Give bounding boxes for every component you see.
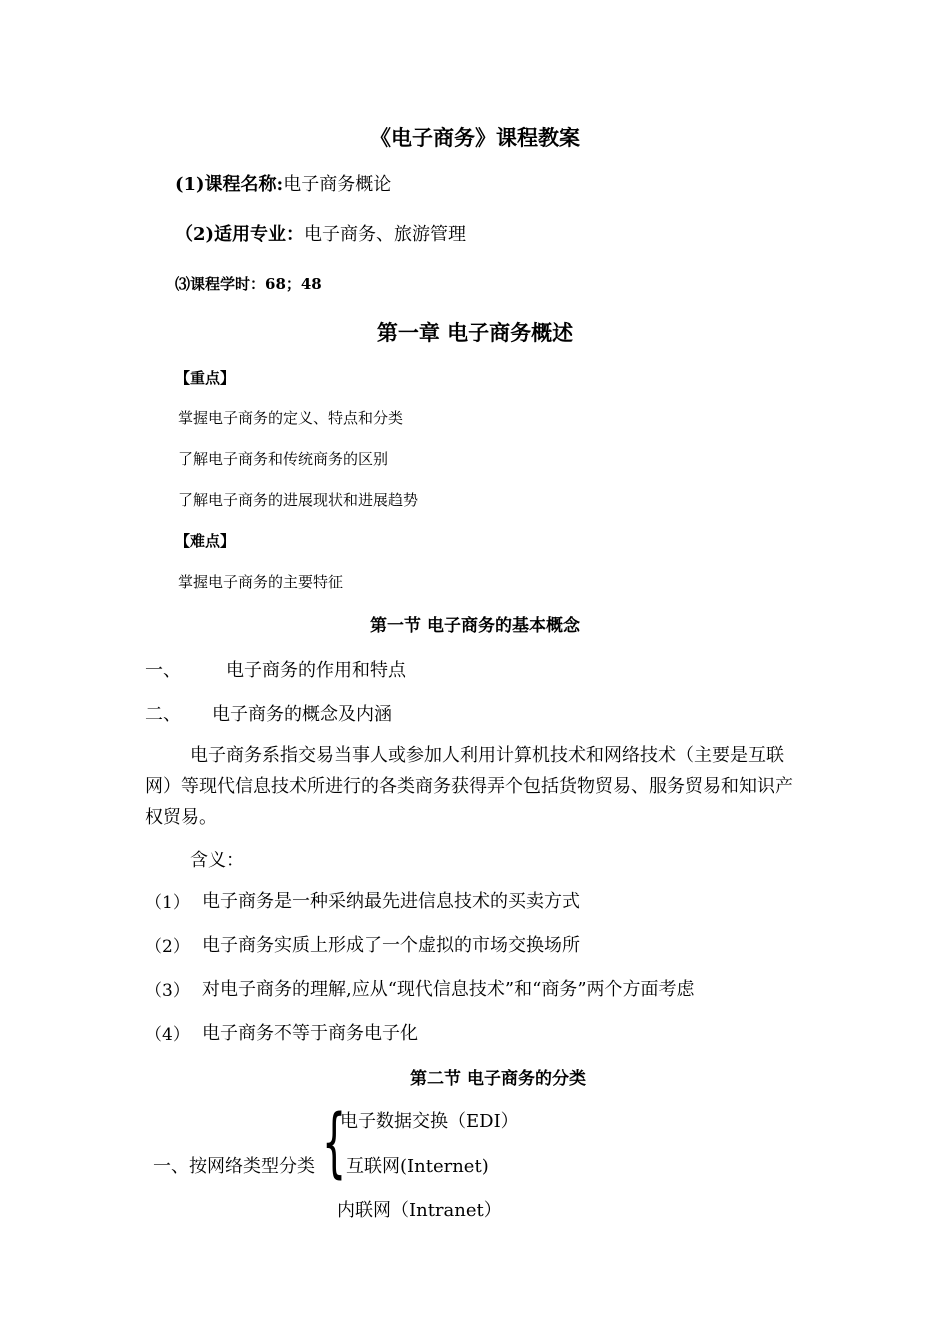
meaning-num: （1） [145,893,190,913]
major-line [175,220,466,246]
meaning-text: 电子商务实质上形成了一个虚拟的市场交换场所 [202,935,580,956]
course-name-line [175,170,391,196]
difficult-point-item: 掌握电子商务的主要特征 [178,573,344,591]
meaning-num: （2） [145,937,190,957]
key-points-heading: 【重点】 [175,369,236,387]
meaning-text: 电子商务是一种采纳最先进信息技术的买卖方式 [202,891,580,912]
major-value: 电子商务、旅游管理 [304,224,467,245]
difficult-points-heading: 【难点】 [175,532,236,550]
meaning-num: （3） [145,981,190,1001]
major-label: （2)适用专业： [175,224,305,245]
list-item-num: 二、 [145,704,181,725]
meaning-text: 对电子商务的理解,应从“现代信息技术”和“商务”两个方面考虑 [202,979,695,1000]
classify-label: 一、按网络类型分类 [153,1156,315,1177]
list-item-text: 电子商务的作用和特点 [226,660,406,681]
meaning-num: （4） [145,1025,190,1045]
chapter-title: 第一章 电子商务概述 [376,320,574,345]
meaning-label: 含义： [190,850,244,871]
key-point-item: 了解电子商务的进展现状和进展趋势 [178,491,419,509]
list-item [145,656,181,682]
definition-paragraph: 电子商务系指交易当事人或参加人利用计算机技术和网络技术（主要是互联网）等现代信息技术所进行的各类商务获得弄个包括货物贸易、服务贸易和知识产权贸易。 [145,745,793,828]
course-name-value: 电子商务概论 [283,174,392,195]
list-item-num: 一、 [145,660,181,681]
list-item [145,700,181,726]
hours-line [175,273,322,294]
branch-item: 互联网(Internet) [346,1156,489,1177]
meaning-text: 电子商务不等于商务电子化 [202,1023,418,1044]
course-name-label: (1)课程名称: [175,174,284,195]
key-point-item: 掌握电子商务的定义、特点和分类 [178,409,404,427]
branch-item: 内联网（Intranet） [337,1200,502,1221]
hours-label: ⑶课程学时：68；48 [175,275,322,293]
section1-title: 第一节 电子商务的基本概念 [370,616,580,636]
key-point-item: 了解电子商务和传统商务的区别 [178,450,389,468]
branch-item: 电子数据交换（EDI） [340,1111,519,1132]
section2-title: 第二节 电子商务的分类 [410,1069,586,1089]
page-title: 《电子商务》课程教案 [370,125,580,150]
brace-symbol: { [322,1097,347,1186]
list-item-text: 电子商务的概念及内涵 [212,704,392,725]
